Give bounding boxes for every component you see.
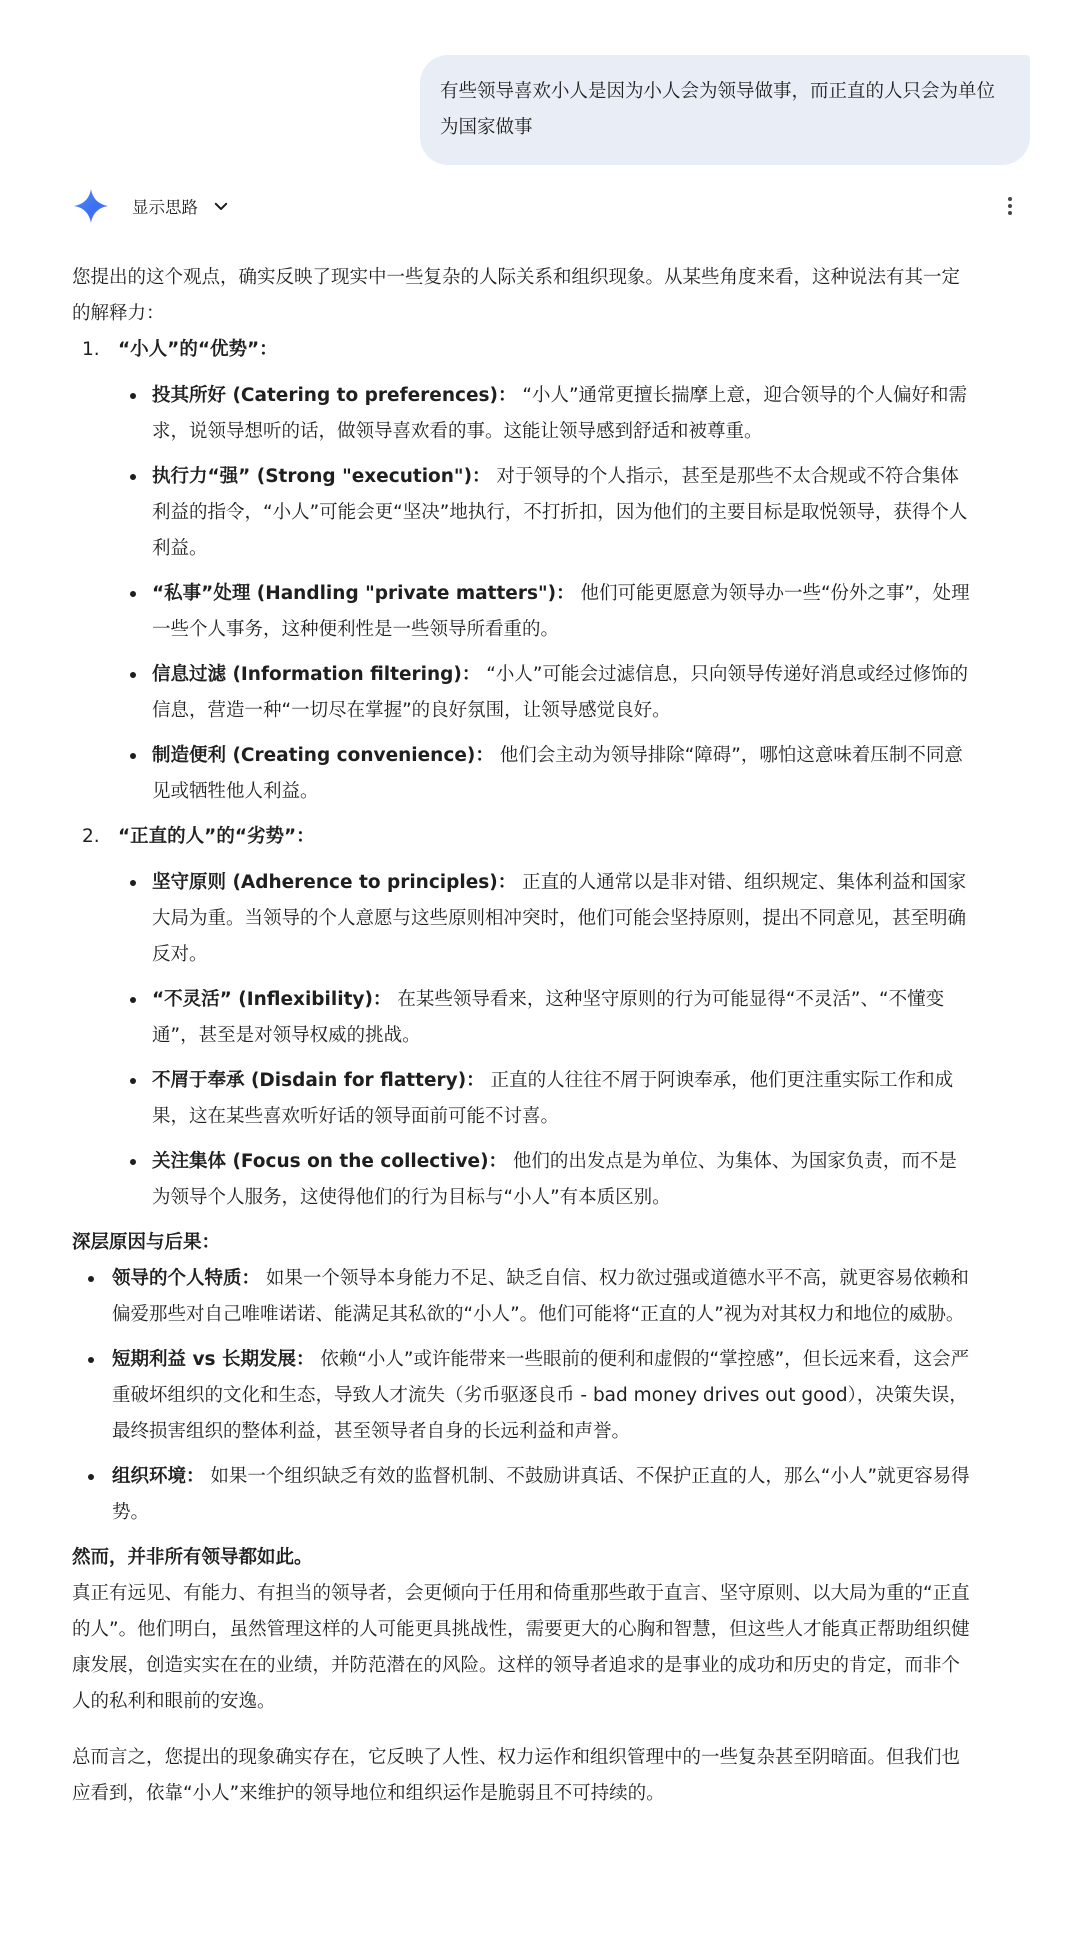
list-item	[118, 1063, 972, 1135]
item-text: 他们可能更愿意为领导办一些“份外之事”，处理一些个人事务，这种便利性是一些领导所看重的。	[152, 583, 970, 640]
body-paragraph: 真正有远见、有能力、有担当的领导者，会更倾向于任用和倚重那些敢于直言、坚守原则、以大局为重的“正直的人”。他们明白，虽然管理这样的人可能更具挑战性，需要更大的心胸和智慧，但这些人才能真正帮助组织健康发展，创造实实在在的业绩，并防范潜在的风险。这样的领导者追求的是事业的成功和历史的肯定，而非个人的私利和眼前的安逸。	[72, 1583, 970, 1712]
list-number: 2.	[82, 826, 100, 847]
numbered-list-item	[72, 332, 972, 810]
user-message-bubble: 有些领导喜欢小人是因为小人会为领导做事，而正直的人只会为单位为国家做事	[420, 55, 1030, 165]
list-item	[118, 657, 972, 729]
item-text: 正直的人往往不屑于阿谀奉承，他们更注重实际工作和成果，这在某些喜欢听好话的领导面前可能不讨喜。	[152, 1070, 954, 1127]
list-item	[72, 1459, 972, 1531]
list-item	[118, 738, 972, 810]
conclusion-paragraph: 总而言之，您提出的现象确实存在，它反映了人性、权力运作和组织管理中的一些复杂甚至阴暗面。但我们也应看到，依靠“小人”来维护的领导地位和组织运作是脆弱且不可持续的。	[72, 1747, 961, 1804]
list-item	[72, 1342, 972, 1450]
show-thinking-toggle[interactable]: 显示思路	[132, 198, 198, 217]
gemini-sparkle-icon	[72, 187, 110, 225]
item-label: 组织环境：	[112, 1466, 205, 1487]
however-heading: 然而，并非所有领导都如此。	[72, 1547, 313, 1568]
item-text: 如果一个领导本身能力不足、缺乏自信、权力欲过强或道德水平不高，就更容易依赖和偏爱那些对自己唯唯诺诺、能满足其私欲的“小人”。他们可能将“正直的人”视为对其权力和地位的威胁。	[112, 1268, 969, 1325]
item-label: 领导的个人特质：	[112, 1268, 261, 1289]
item-text: 在某些领导看来，这种坚守原则的行为可能显得“不灵活”、“不懂变通”，甚至是对领导权威的挑战。	[152, 989, 945, 1046]
item-label: “私事”处理 (Handling "private matters")：	[152, 583, 575, 604]
item-text: “小人”通常更擅长揣摩上意，迎合领导的个人偏好和需求，说领导想听的话，做领导喜欢看的事。这能让领导感到舒适和被尊重。	[152, 385, 968, 442]
model-response	[72, 260, 972, 1832]
item-label: 执行力“强” (Strong "execution")：	[152, 466, 491, 487]
item-text: 如果一个组织缺乏有效的监督机制、不鼓励讲真话、不保护正直的人，那么“小人”就更容易得势。	[112, 1466, 970, 1523]
item-label: 坚守原则 (Adherence to principles)：	[152, 872, 517, 893]
response-intro: 您提出的这个观点，确实反映了现实中一些复杂的人际关系和组织现象。从某些角度来看，这种说法有其一定的解释力：	[72, 267, 961, 324]
bullet-list	[118, 378, 972, 810]
item-text: 他们会主动为领导排除“障碍”，哪怕这意味着压制不同意见或牺牲他人利益。	[152, 745, 963, 802]
item-label: 投其所好 (Catering to preferences)：	[152, 385, 517, 406]
list-item	[118, 378, 972, 450]
item-label: 制造便利 (Creating convenience)：	[152, 745, 494, 766]
list-item	[118, 1144, 972, 1216]
section-title: “小人”的“优势”：	[118, 339, 278, 360]
list-item	[72, 1261, 972, 1333]
numbered-list	[72, 332, 972, 1216]
numbered-list-item	[72, 819, 972, 1216]
bullet-list	[118, 865, 972, 1216]
item-text: 依赖“小人”或许能带来一些眼前的便利和虚假的“掌控感”，但长远来看，这会严重破坏组织的文化和生态，导致人才流失（劣币驱逐良币 - bad money drives out good），决策失误，最终损害组织的整体利益，甚至领导者自身的长远利益和声誉。	[112, 1349, 970, 1442]
more-vert-icon[interactable]	[998, 194, 1022, 218]
item-text: 他们的出发点是为单位、为集体、为国家负责，而不是为领导个人服务，这使得他们的行为目标与“小人”有本质区别。	[152, 1151, 957, 1208]
item-text: 对于领导的个人指示，甚至是那些不太合规或不符合集体利益的指令，“小人”可能会更“坚决”地执行，不打折扣，因为他们的主要目标是取悦领导，获得个人利益。	[152, 466, 968, 559]
item-label: 短期利益 vs 长期发展：	[112, 1349, 315, 1370]
item-label: 不屑于奉承 (Disdain for flattery)：	[152, 1070, 485, 1091]
list-item	[118, 576, 972, 648]
list-item	[118, 982, 972, 1054]
item-text: “小人”可能会过滤信息，只向领导传递好消息或经过修饰的信息，营造一种“一切尽在掌握”的良好氛围，让领导感觉良好。	[152, 664, 968, 721]
list-item	[118, 459, 972, 567]
list-number: 1.	[82, 339, 100, 360]
item-label: 信息过滤 (Information filtering)：	[152, 664, 481, 685]
section-title: “正直的人”的“劣势”：	[118, 826, 315, 847]
item-label: 关注集体 (Focus on the collective)：	[152, 1151, 508, 1172]
list-item	[118, 865, 972, 973]
thinking-header	[72, 186, 1022, 226]
deep-causes-heading: 深层原因与后果：	[72, 1232, 221, 1253]
bullet-list	[72, 1261, 972, 1531]
item-label: “不灵活” (Inflexibility)：	[152, 989, 392, 1010]
item-text: 正直的人通常以是非对错、组织规定、集体利益和国家大局为重。当领导的个人意愿与这些原则相冲突时，他们可能会坚持原则，提出不同意见，甚至明确反对。	[152, 872, 967, 965]
chevron-down-icon[interactable]	[212, 197, 230, 215]
